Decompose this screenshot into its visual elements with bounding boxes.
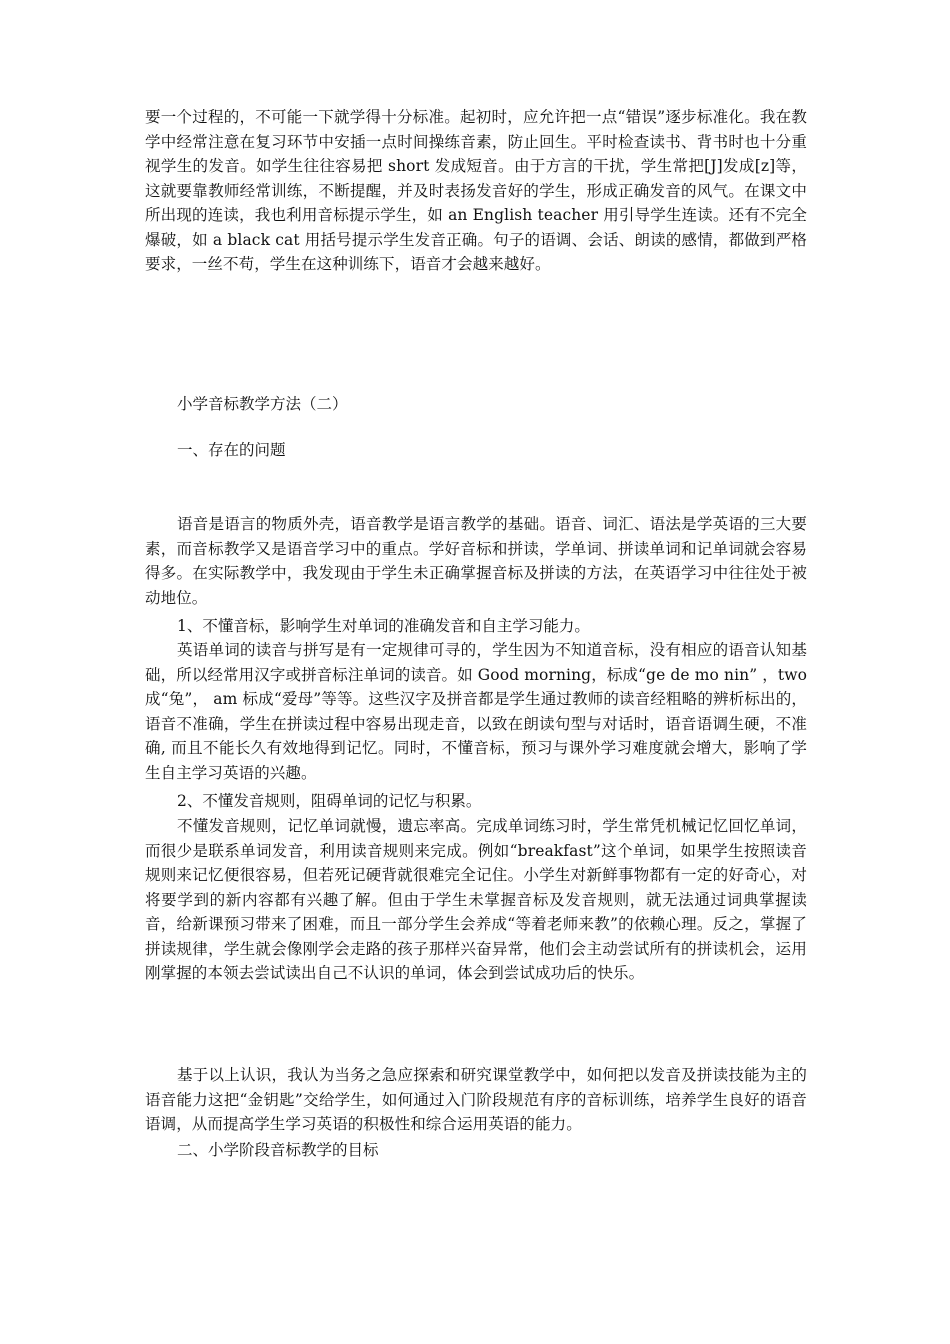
paragraph-conclusion: 基于以上认识，我认为当务之急应探索和研究课堂教学中，如何把以发音及拼读技能为主的语音能力这把“金钥匙”交给学生，如何通过入门阶段规范有序的音标训练，培养学生良好的语音语调，从而提高学生学习英语的积极性和综合运用英语的能力。 <box>145 1066 807 1133</box>
section-heading-goals: 二、小学阶段音标教学的目标 <box>177 1141 379 1159</box>
paragraph-introduction: 语音是语言的物质外壳，语音教学是语言教学的基础。语音、词汇、语法是学英语的三大要素，而音标教学又是语音学习中的重点。学好音标和拼读，学单词、拼读单词和记单词就会容易得多。在实际教学中，我发现由于学生未正确掌握音标及拼读的方法，在英语学习中往往处于被动地位。 <box>145 515 807 607</box>
paragraph-point-1: 英语单词的读音与拼写是有一定规律可寻的，学生因为不知道音标，没有相应的语音认知基础，所以经常用汉字或拼音标注单词的读音。如 Good morning，标成“ge de mo nin” ，two 成“兔”， am 标成“爱母”等等。这些汉字及拼音都是学生通过教师的读音经粗略的辨析标出的，语音不准确，学生在拼读过程中容易出现走音，以致在朗读句型与对话时，语音语调生硬，不准确, 而且不能长久有效地得到记忆。同时，不懂音标，预习与课外学习难度就会增大，影响了学生自主学习英语的兴趣。 <box>145 641 807 782</box>
point-heading-1: 1、不懂音标，影响学生对单词的准确发音和自主学习能力。 <box>177 617 590 635</box>
paragraph-point-2: 不懂发音规则，记忆单词就慢，遗忘率高。完成单词练习时，学生常凭机械记忆回忆单词，而很少是联系单词发音，利用读音规则来完成。例如“breakfast”这个单词，如果学生按照读音规则来记忆便很容易，但若死记硬背就很难完全记住。小学生对新鲜事物都有一定的好奇心，对将要学到的新内容都有兴趣了解。但由于学生未掌握音标及发音规则，就无法通过词典掌握读音，给新课预习带来了困难，而且一部分学生会养成“等着老师来教”的依赖心理。反之，掌握了拼读规律，学生就会像刚学会走路的孩子那样兴奋异常，他们会主动尝试所有的拼读机会，运用刚掌握的本领去尝试读出自己不认识的单词，体会到尝试成功后的快乐。 <box>145 817 807 982</box>
point-heading-2: 2、不懂发音规则，阻碍单词的记忆与积累。 <box>177 792 482 810</box>
section-heading-problems: 一、存在的问题 <box>177 441 286 459</box>
document-title: 小学音标教学方法（二） <box>177 395 348 413</box>
paragraph-pronunciation-training: 要一个过程的，不可能一下就学得十分标准。起初时，应允许把一点“错误”逐步标准化。我在教学中经常注意在复习环节中安插一点时间操练音素，防止回生。平时检查读书、背书时也十分重视学生的发音。如学生往往容易把 short 发成短音。由于方言的干扰，学生常把[J]发成[z]等，这就要靠教师经常训练，不断提醒，并及时表扬发音好的学生，形成正确发音的风气。在课文中所出现的连读，我也利用音标提示学生，如 an English teacher 用引导学生连读。还有不完全爆破，如 a black cat 用括号提示学生发音正确。句子的语调、会话、朗读的感情，都做到严格要求，一丝不苟，学生在这种训练下，语音才会越来越好。 <box>145 108 807 273</box>
